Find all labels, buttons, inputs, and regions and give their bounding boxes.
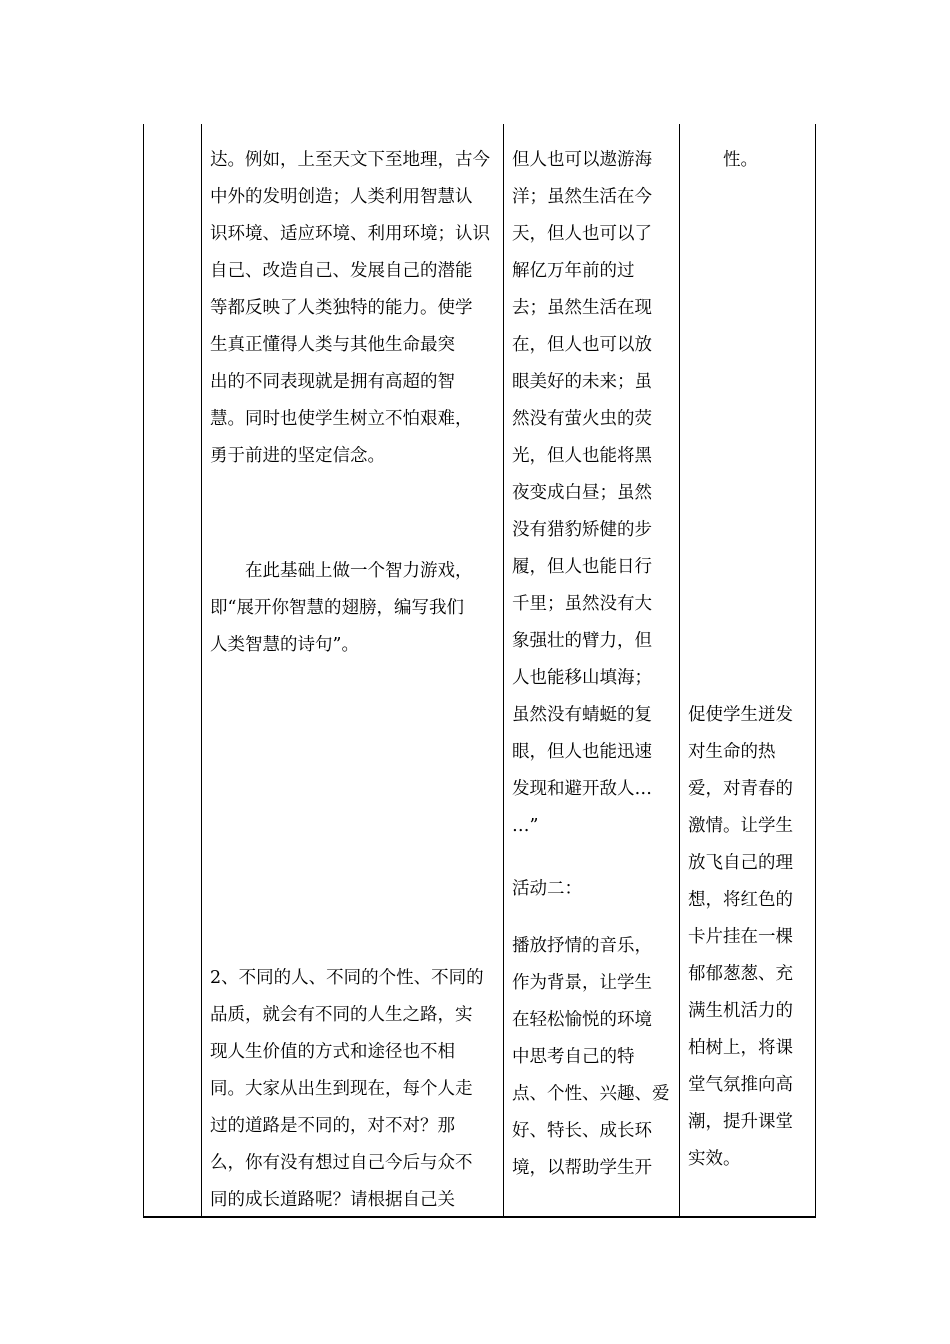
text-line: 光，但人也能将黑 xyxy=(512,446,652,466)
text-line: 天，但人也可以了 xyxy=(512,224,652,244)
text-line: 人也能移山填海； xyxy=(512,668,652,688)
text-line: 同的成长道路呢？请根据自己关 xyxy=(210,1190,455,1210)
column-divider-3 xyxy=(679,124,680,1217)
col2-para3 xyxy=(512,928,674,1187)
text-line: 么，你有没有想过自己今后与众不 xyxy=(210,1153,473,1173)
text-line: 满生机活力的 xyxy=(688,1001,793,1021)
text-line: 柏树上，将课 xyxy=(688,1038,793,1058)
col3-para1 xyxy=(688,142,812,179)
text-line: 想，将红色的 xyxy=(688,890,793,910)
text-line: 象强壮的臂力，但 xyxy=(512,631,652,651)
text-line: 活动二： xyxy=(512,879,582,899)
col2-para2 xyxy=(512,871,674,908)
text-line: 2、不同的人、不同的个性、不同的 xyxy=(210,968,484,988)
text-line: 潮，提升课堂 xyxy=(688,1112,793,1132)
column-divider-1 xyxy=(201,124,202,1217)
text-line: 卡片挂在一棵 xyxy=(688,927,793,947)
text-line: 实效。 xyxy=(688,1149,741,1169)
text-line: 在，但人也可以放 xyxy=(512,335,652,355)
text-line: 等都反映了人类独特的能力。使学 xyxy=(210,298,473,318)
text-line: 堂气氛推向高 xyxy=(688,1075,793,1095)
col1-para3 xyxy=(210,960,498,1219)
text-line: 促使学生迸发 xyxy=(688,705,793,725)
text-line: 慧。同时也使学生树立不怕艰难， xyxy=(210,409,473,429)
text-line: 中思考自己的特 xyxy=(512,1047,635,1067)
text-line: 没有猎豹矫健的步 xyxy=(512,520,652,540)
text-line: 自己、改造自己、发展自己的潜能 xyxy=(210,261,473,281)
text-line: 人类智慧的诗句”。 xyxy=(210,635,359,655)
text-line: 现人生价值的方式和途径也不相 xyxy=(210,1042,455,1062)
text-line: 洋；虽然生活在今 xyxy=(512,187,652,207)
text-line: 发现和避开敌人… xyxy=(512,779,652,799)
text-line: 生真正懂得人类与其他生命最突 xyxy=(210,335,455,355)
text-line: 点、个性、兴趣、爱 xyxy=(512,1084,670,1104)
text-line: 眼美好的未来；虽 xyxy=(512,372,652,392)
text-line: 然没有萤火虫的荧 xyxy=(512,409,652,429)
text-line: 识环境、适应环境、利用环境；认识 xyxy=(210,224,490,244)
col1-para2 xyxy=(210,553,498,664)
text-line: 同。大家从出生到现在，每个人走 xyxy=(210,1079,473,1099)
text-line: 性。 xyxy=(688,150,758,170)
text-line: 眼，但人也能迅速 xyxy=(512,742,652,762)
text-line: …” xyxy=(512,816,539,836)
text-line: 对生命的热 xyxy=(688,742,776,762)
text-line: 激情。让学生 xyxy=(688,816,793,836)
text-line: 境，以帮助学生开 xyxy=(512,1158,652,1178)
text-line: 放飞自己的理 xyxy=(688,853,793,873)
text-line: 作为背景，让学生 xyxy=(512,973,652,993)
text-line: 去；虽然生活在现 xyxy=(512,298,652,318)
text-line: 履，但人也能日行 xyxy=(512,557,652,577)
text-line: 勇于前进的坚定信念。 xyxy=(210,446,385,466)
text-line: 在轻松愉悦的环境 xyxy=(512,1010,652,1030)
text-line: 但人也可以遨游海 xyxy=(512,150,652,170)
text-line: 千里；虽然没有大 xyxy=(512,594,652,614)
text-line: 好、特长、成长环 xyxy=(512,1121,652,1141)
text-line: 出的不同表现就是拥有高超的智 xyxy=(210,372,455,392)
text-line: 爱，对青春的 xyxy=(688,779,793,799)
text-line: 解亿万年前的过 xyxy=(512,261,635,281)
text-line: 虽然没有蜻蜓的复 xyxy=(512,705,652,725)
text-line: 即“展开你智慧的翅膀，编写我们 xyxy=(210,598,464,618)
text-line: 在此基础上做一个智力游戏， xyxy=(210,561,473,581)
text-line: 播放抒情的音乐， xyxy=(512,936,652,956)
text-line: 达。例如，上至天文下至地理，古今 xyxy=(210,150,490,170)
text-line: 品质，就会有不同的人生之路，实 xyxy=(210,1005,473,1025)
text-line: 郁郁葱葱、充 xyxy=(688,964,793,984)
col2-para1 xyxy=(512,142,674,845)
text-line: 夜变成白昼；虽然 xyxy=(512,483,652,503)
table-border-right xyxy=(815,124,816,1217)
text-line: 中外的发明创造；人类利用智慧认 xyxy=(210,187,473,207)
column-divider-2 xyxy=(503,124,504,1217)
text-line: 过的道路是不同的，对不对？那 xyxy=(210,1116,455,1136)
col3-para2 xyxy=(688,697,812,1178)
table-border-left xyxy=(143,124,144,1217)
col1-para1 xyxy=(210,142,498,475)
